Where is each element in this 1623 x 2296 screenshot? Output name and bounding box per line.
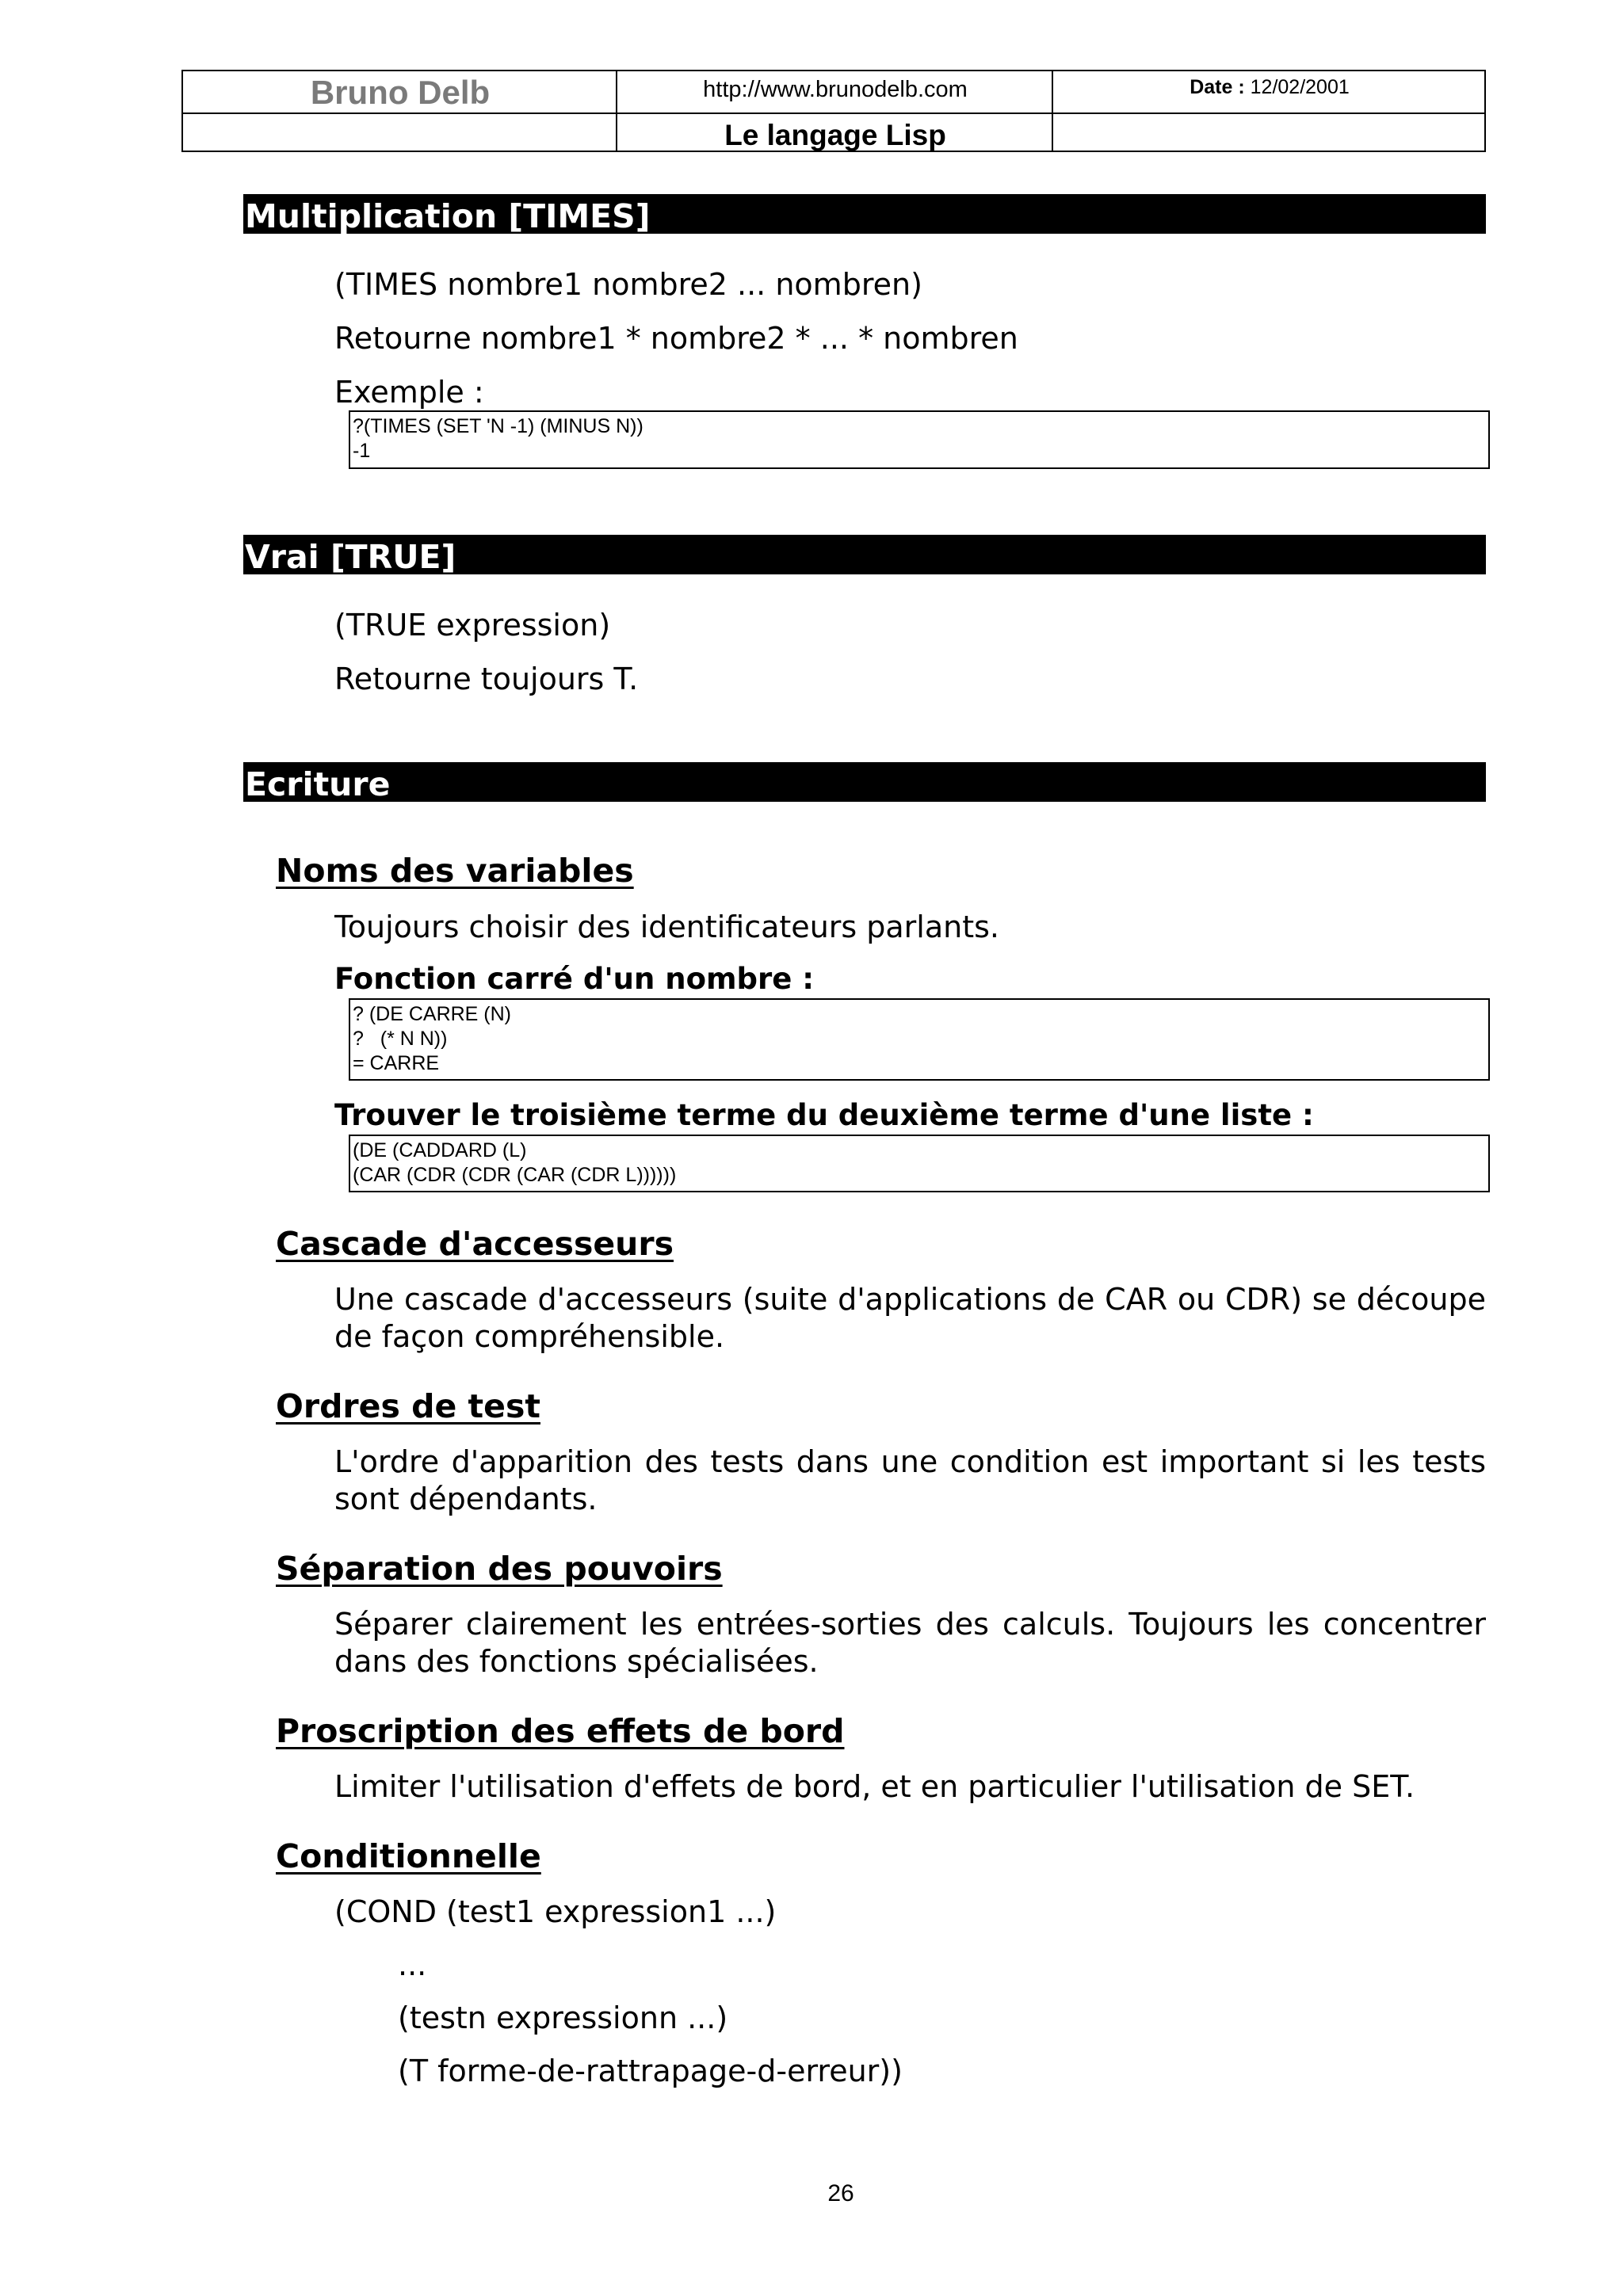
header-doc-title: Le langage Lisp [724,119,946,151]
ordres-line-1: L'ordre d'apparition des tests dans une condition est important si les tests [334,1444,1486,1479]
code-line: ? (* N N)) [353,1028,448,1050]
code-line: -1 [353,440,371,462]
noms-code-box-1 [349,998,1490,1081]
cascade-line-2: de façon compréhensible. [334,1319,725,1354]
proscription-text: Limiter l'utilisation d'effets de bord, et en particulier l'utilisation de SET. [334,1769,1415,1804]
header-date-label: Date : [1190,76,1245,98]
cascade-line-1: Une cascade d'accesseurs (suite d'applications de CAR ou CDR) se découpe [334,1282,1486,1317]
subheading-noms: Noms des variables [276,852,634,890]
true-syntax: (TRUE expression) [334,608,611,643]
page-number: 26 [827,2180,854,2206]
section-heading-times: Multiplication [TIMES] [243,194,1486,234]
times-syntax: (TIMES nombre1 nombre2 ... nombren) [334,267,922,302]
code-line: (DE (CADDARD (L) [353,1139,527,1161]
cond-line-4: (T forme-de-rattrapage-d-erreur)) [398,2054,903,2088]
cascade-text [334,1281,1486,1356]
header-url: http://www.brunodelb.com [703,77,968,102]
subheading-conditionnelle: Conditionnelle [276,1837,541,1875]
header-date [1053,71,1486,111]
cond-line-2: ... [398,1947,427,1982]
subheading-ordres: Ordres de test [276,1387,540,1425]
header-date-value: 12/02/2001 [1250,76,1350,98]
subheading-proscription: Proscription des effets de bord [276,1712,845,1750]
times-example-label: Exemple : [334,375,484,410]
header-author: Bruno Delb [310,74,491,111]
cond-line-1: (COND (test1 expression1 ...) [334,1894,777,1929]
noms-code-box-2 [349,1135,1490,1192]
ordres-text [334,1444,1486,1518]
code-line: ? (DE CARRE (N) [353,1003,512,1025]
true-returns: Retourne toujours T. [334,662,639,696]
page-header [181,70,1486,152]
noms-text: Toujours choisir des identificateurs parlants. [334,910,1000,944]
times-code-box [349,410,1490,469]
code-line: (CAR (CDR (CDR (CAR (CDR L)))))) [353,1164,677,1186]
separation-text [334,1606,1486,1680]
separation-line-1: Séparer clairement les entrées-sorties des calculs. Toujours les concentrer [334,1607,1486,1642]
separation-line-2: dans des fonctions spécialisées. [334,1644,819,1679]
cond-line-3: (testn expressionn ...) [398,2000,728,2035]
section-heading-ecriture: Ecriture [243,762,1486,802]
section-heading-true: Vrai [TRUE] [243,535,1486,574]
noms-example2-title: Trouver le troisième terme du deuxième terme d'une liste : [334,1098,1314,1132]
code-line: = CARRE [353,1052,440,1074]
ordres-line-2: sont dépendants. [334,1482,598,1516]
code-line: ?(TIMES (SET 'N -1) (MINUS N)) [353,415,643,437]
subheading-separation: Séparation des pouvoirs [276,1550,723,1588]
subheading-cascade: Cascade d'accesseurs [276,1225,674,1263]
noms-example1-title: Fonction carré d'un nombre : [334,962,815,996]
times-returns: Retourne nombre1 * nombre2 * ... * nombren [334,321,1018,356]
